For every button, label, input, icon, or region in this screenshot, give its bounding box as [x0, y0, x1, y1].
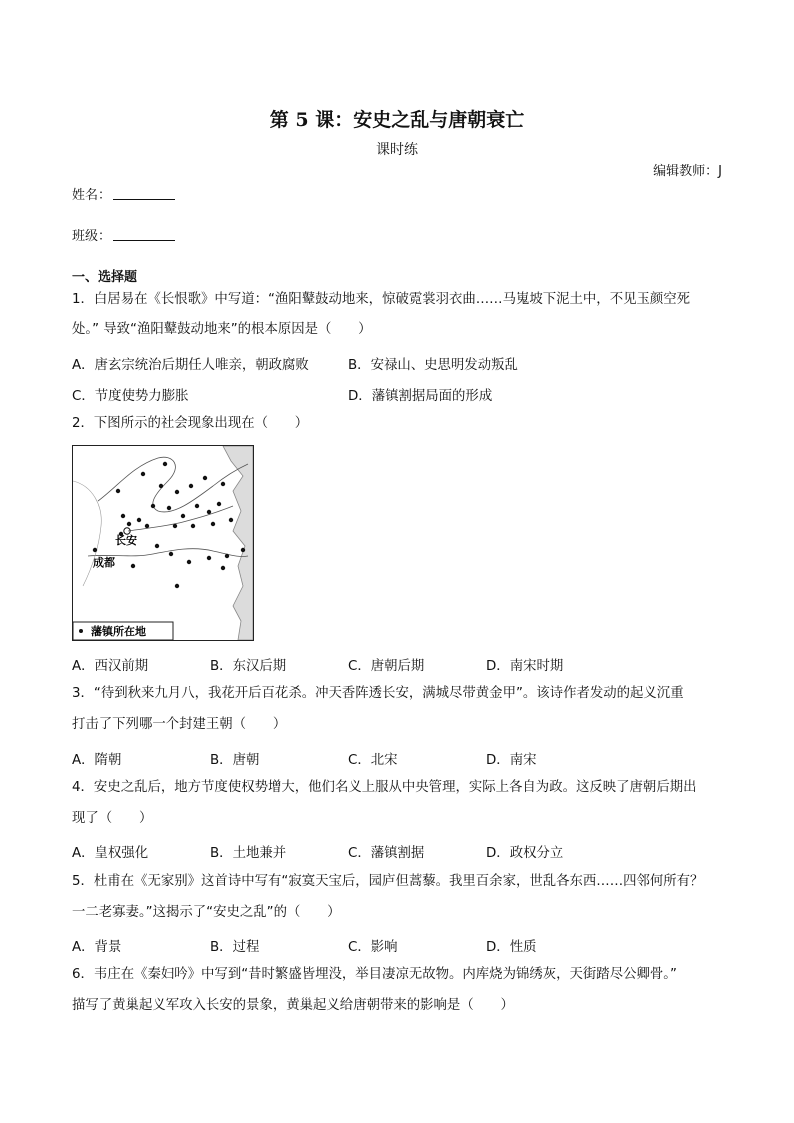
q1-line-1: 1．白居易在《长恨歌》中写道：“渔阳鼙鼓动地来，惊破霓裳羽衣曲……马嵬坡下泥土中，不见玉颜空死: [72, 292, 691, 307]
river-line-2: [128, 506, 233, 531]
q1-option-b[interactable]: B．安禄山、史思明发动叛乱: [348, 358, 518, 373]
yellow-river: [98, 457, 248, 512]
q2-line-1: 2．下图所示的社会现象出现在（ ）: [72, 416, 309, 431]
border-line: [73, 481, 101, 586]
q3-option-a[interactable]: A．隋朝: [72, 753, 122, 768]
q5-option-a[interactable]: A．背景: [72, 940, 122, 955]
q1-option-d[interactable]: D．藩镇割据局面的形成: [348, 389, 493, 404]
q4-option-a[interactable]: A．皇权强化: [72, 846, 149, 861]
q3-line-2: 打击了下列哪一个封建王朝（ ）: [72, 717, 287, 732]
page-title: 第 5 课：安史之乱与唐朝衰亡: [269, 109, 525, 131]
section-title: 一、选择题: [72, 270, 138, 285]
legend-dot: [79, 629, 83, 633]
q1-option-a[interactable]: A．唐玄宗统治后期任人唯亲，朝政腐败: [72, 358, 309, 373]
q5-option-d[interactable]: D．性质: [486, 940, 537, 955]
legend-label: 藩镇所在地: [91, 625, 146, 638]
q2-option-b[interactable]: B．东汉后期: [210, 659, 287, 674]
name-blank[interactable]: [113, 186, 175, 200]
q5-line-2: 一二老寡妻。”这揭示了“安史之乱”的（ ）: [72, 905, 341, 920]
q4-line-2: 现了（ ）: [72, 811, 153, 826]
q6-line-1: 6．韦庄在《秦妇吟》中写到“昔时繁盛皆埋没，举目凄凉无故物。内库烧为锦绣灰，天街踏尽公卿骨。”: [72, 967, 677, 982]
q4-option-d[interactable]: D．政权分立: [486, 846, 564, 861]
chengdu-label: 成都: [93, 556, 115, 569]
q4-option-b[interactable]: B．土地兼并: [210, 846, 287, 861]
name-field: [72, 184, 175, 203]
q6-line-2: 描写了黄巢起义军攻入长安的景象，黄巢起义给唐朝带来的影响是（ ）: [72, 998, 514, 1013]
q4-line-1: 4．安史之乱后，地方节度使权势增大，他们名义上服从中央管理，实际上各自为政。这反映了唐朝后期出: [72, 780, 697, 795]
q5-option-b[interactable]: B．过程: [210, 940, 260, 955]
page-subtitle: 课时练: [376, 142, 418, 158]
q3-line-1: 3．“待到秋来九月八，我花开后百花杀。冲天香阵透长安，满城尽带黄金甲”。该诗作者发动的起义沉重: [72, 686, 684, 701]
q3-option-c[interactable]: C．北宋: [348, 753, 398, 768]
q1-line-2: 处。” 导致“渔阳鼙鼓动地来”的根本原因是（ ）: [72, 322, 372, 337]
fanzhen-map: [72, 445, 254, 641]
q4-option-c[interactable]: C．藩镇割据: [348, 846, 425, 861]
editor-label: 编辑教师：J: [653, 164, 722, 179]
q5-option-c[interactable]: C．影响: [348, 940, 398, 955]
q3-option-b[interactable]: B．唐朝: [210, 753, 260, 768]
q3-option-d[interactable]: D．南宋: [486, 753, 537, 768]
q2-option-c[interactable]: C．唐朝后期: [348, 659, 425, 674]
q2-option-d[interactable]: D．南宋时期: [486, 659, 564, 674]
class-field: [72, 225, 175, 244]
class-blank[interactable]: [113, 227, 175, 241]
q1-option-c[interactable]: C．节度使势力膨胀: [72, 389, 189, 404]
q5-line-1: 5．杜甫在《无家别》这首诗中写有“寂寞天宝后，园庐但蒿藜。我里百余家，世乱各东西……四邻何所有？: [72, 874, 704, 889]
class-label: 班级：: [72, 229, 112, 244]
name-label: 姓名：: [72, 188, 112, 203]
changan-label: 长安: [115, 534, 137, 547]
q2-option-a[interactable]: A．西汉前期: [72, 659, 149, 674]
map-svg: [73, 446, 253, 640]
